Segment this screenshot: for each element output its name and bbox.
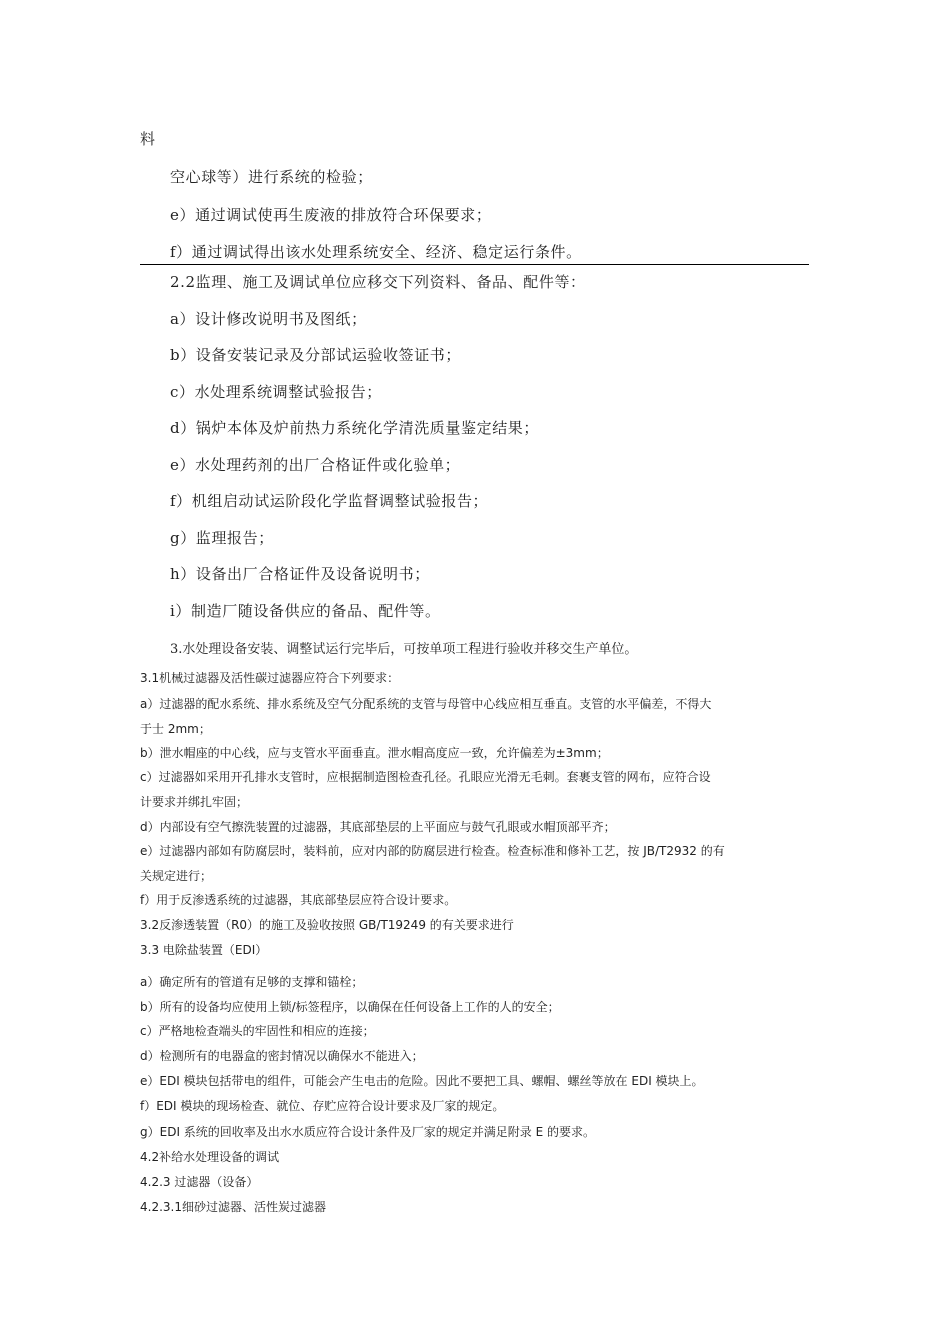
section-heading: 4.2补给水处理设备的调试	[140, 1150, 280, 1164]
text-line: f）通过调试得出该水处理系统安全、经济、稳定运行条件。	[170, 243, 582, 261]
text-line: g）EDI 系统的回收率及出水水质应符合设计条件及厂家的规定并满足附录 E 的要求。	[140, 1125, 596, 1139]
text-line: d）检测所有的电器盒的密封情况以确保水不能进入；	[140, 1049, 424, 1063]
list-item: e）水处理药剂的出厂合格证件或化验单；	[170, 456, 461, 474]
text-line: a）过滤器的配水系统、排水系统及空气分配系统的支管与母管中心线应相互垂直。支管的水平偏差，不得大	[140, 697, 712, 711]
text-line: c）严格地检查端头的牢固性和相应的连接；	[140, 1024, 375, 1038]
list-item: d）锅炉本体及炉前热力系统化学清洗质量鉴定结果；	[170, 419, 540, 437]
section-heading: 3.1机械过滤器及活性碳过滤器应符合下列要求：	[140, 671, 400, 685]
text-line: e）通过调试使再生废液的排放符合环保要求；	[170, 206, 492, 224]
list-item: a）设计修改说明书及图纸；	[170, 310, 367, 328]
text-line: c）过滤器如采用开孔排水支管时，应根据制造图检查孔径。孔眼应光滑无毛刺。套裹支管的网布，应符合设	[140, 770, 711, 784]
list-item: c）水处理系统调整试验报告；	[170, 383, 382, 401]
list-item: f）机组启动试运阶段化学监督调整试验报告；	[170, 492, 489, 510]
section-heading: 2.2监理、施工及调试单位应移交下列资料、备品、配件等：	[170, 273, 586, 291]
text-line: b）所有的设备均应使用上锁/标签程序，以确保在任何设备上工作的人的安全；	[140, 1000, 560, 1014]
horizontal-rule	[140, 264, 809, 265]
list-item: i）制造厂随设备供应的备品、配件等。	[170, 602, 441, 620]
text-line: 料	[140, 130, 156, 148]
text-line: 于士 2mm；	[140, 722, 211, 736]
text-line: f）用于反渗透系统的过滤器，其底部垫层应符合设计要求。	[140, 893, 457, 907]
text-line: a）确定所有的管道有足够的支撑和锚栓；	[140, 975, 364, 989]
section-heading: 3.3 电除盐装置（EDI）	[140, 943, 268, 957]
text-line: f）EDI 模块的现场检查、就位、存贮应符合设计要求及厂家的规定。	[140, 1099, 505, 1113]
text-line: 关规定进行；	[140, 869, 213, 883]
list-item: g）监理报告；	[170, 529, 274, 547]
section-heading: 3.2反渗透装置（R0）的施工及验收按照 GB/T19249 的有关要求进行	[140, 918, 514, 932]
text-line: e）过滤器内部如有防腐层时，装料前，应对内部的防腐层进行检查。检查标准和修补工艺，按 JB/T2932 的有	[140, 844, 725, 858]
list-item: h）设备出厂合格证件及设备说明书；	[170, 565, 430, 583]
text-line: e）EDI 模块包括带电的组件，可能会产生电击的危险。因此不要把工具、螺帽、螺丝等放在 EDI 模块上。	[140, 1074, 704, 1088]
section-intro: 3.水处理设备安装、调整试运行完毕后，可按单项工程进行验收并移交生产单位。	[170, 642, 638, 657]
text-line: 计要求并绑扎牢固；	[140, 795, 249, 809]
text-line: b）泄水帽座的中心线，应与支管水平面垂直。泄水帽高度应一致，允许偏差为±3mm；	[140, 746, 609, 760]
text-line: 空心球等）进行系统的检验；	[170, 168, 373, 186]
section-heading: 4.2.3 过滤器（设备）	[140, 1175, 259, 1189]
section-heading: 4.2.3.1细砂过滤器、活性炭过滤器	[140, 1200, 326, 1214]
list-item: b）设备安装记录及分部试运验收签证书；	[170, 346, 462, 364]
text-line: d）内部设有空气擦洗装置的过滤器，其底部垫层的上平面应与鼓气孔眼或水帽顶部平齐；	[140, 820, 616, 834]
